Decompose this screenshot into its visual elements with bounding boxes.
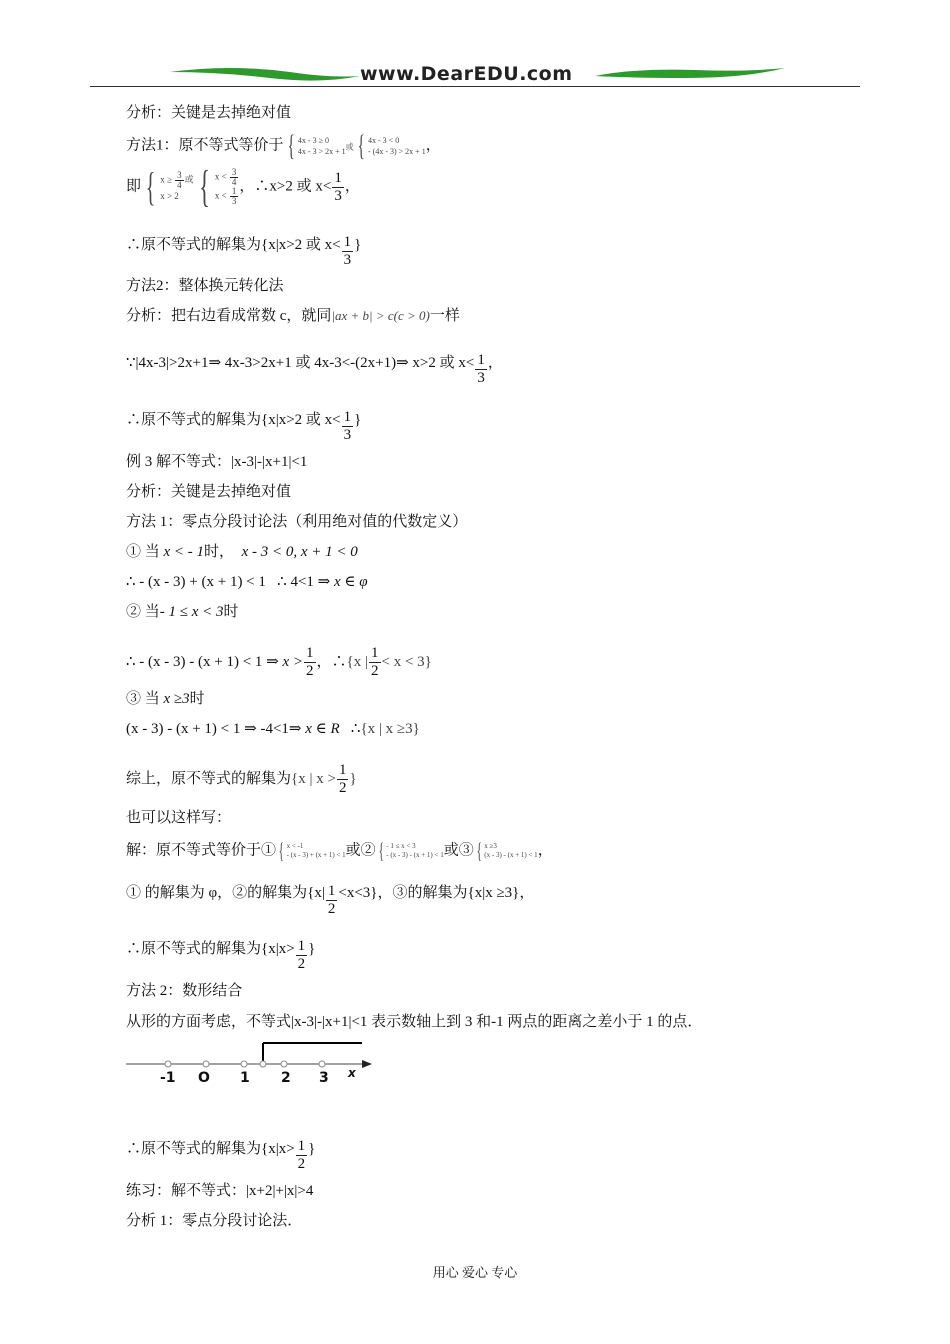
page-header	[90, 60, 860, 90]
geometric-explanation: 从形的方面考虑，不等式|x-3|-|x+1|<1 表示数轴上到 3 和-1 两点的距离之差小于 1 的点．	[126, 1014, 703, 1030]
label-minus1: -1	[160, 1070, 176, 1086]
tick-half	[260, 1061, 266, 1067]
tick-2	[281, 1061, 287, 1067]
exercise-line: 练习：解不等式：|x+2|+|x|>4	[126, 1183, 314, 1199]
case3-line: ③ 当 x ≥3时	[126, 691, 205, 707]
tick-minus1	[165, 1061, 171, 1067]
alt-write-line: 也可以这样写：	[126, 810, 232, 826]
fraction: $\frac{1}{3}$	[334, 169, 342, 204]
solution-set-line-2: ∴原不等式的解集为{x|x>2 或 x< $\frac{1}{3}$ }	[126, 409, 362, 443]
number-line-labels	[126, 1066, 386, 1090]
method1-line: 方法1：原不等式等价于 { 4x - 3 ≥ 0 4x - 3 > 2x + 1 或 { 4x - 3 < 0 - (4x - 3) > 2x + 1 ，	[126, 129, 441, 162]
partial-solutions-line: ① 的解集为 φ，②的解集为{x| $\frac{1}{2}$ <x<3}，③的解集为{x|x ≥3}，	[126, 883, 535, 917]
case2-line: ② 当- 1 ≤ x < 3时	[126, 604, 239, 620]
label-2: 2	[281, 1070, 291, 1086]
label-1: 1	[240, 1070, 250, 1086]
right-swoosh-decoration	[595, 64, 785, 84]
summary-line: 综上，原不等式的解集为{x | x > $\frac{1}{2}$ }	[126, 762, 357, 796]
method1-prefix: 方法1：原不等式等价于	[126, 137, 284, 154]
system-1: { 4x - 3 ≥ 0 4x - 3 > 2x + 1	[287, 129, 346, 162]
method1-title-2: 方法 1：零点分段讨论法（利用绝对值的代数定义）	[126, 514, 468, 530]
left-swoosh-decoration	[170, 64, 360, 84]
site-logo: www.DearEDU.com	[360, 63, 573, 85]
equivalent-line: 即 { x ≥ $\frac{3}{4}$ 或 x > 2 { x < $\frac{3}{4}$ x < $\frac{1}{3}$ ，∴x>2 或 x< $\frac{1}{3}$ ，	[126, 162, 360, 211]
method2-title: 方法2：整体换元转化法	[126, 278, 284, 294]
solution-set-line-4: ∴原不等式的解集为{x|x> $\frac{1}{2}$ }	[126, 1138, 316, 1172]
system-3: { x ≥ $\frac{3}{4}$ 或 x > 2	[145, 164, 194, 209]
alt-solution-line: 解：原不等式等价于① { x < -1 - (x - 3) + (x + 1) < 1 或② { - 1 ≤ x < 3 - (x - 3) - (x + 1) < 1 或③ { x ≥3 (x - 3) - (x + 1) < 1 ，	[126, 838, 553, 863]
system-4: { x < $\frac{3}{4}$ x < $\frac{1}{3}$	[198, 162, 237, 211]
system-2: { 4x - 3 < 0 - (4x - 3) > 2x + 1	[357, 129, 426, 162]
analysis-line-1: 分析：关键是去掉绝对值	[126, 105, 292, 121]
case2-result-line: ∴ - (x - 3) - (x + 1) < 1 ⇒ x > $\frac{1}{2}$ ，∴{x | $\frac{1}{2}$ < x < 3}	[126, 645, 432, 679]
because-line: ∵|4x-3|>2x+1⇒ 4x-3>2x+1 或 4x-3<-(2x+1)⇒ x>2 或 x< $\frac{1}{3}$ ，	[126, 352, 503, 386]
label-3: 3	[319, 1070, 329, 1086]
case1-line: ① 当 x < - 1时， x - 3 < 0, x + 1 < 0	[126, 544, 358, 560]
tick-0	[203, 1061, 209, 1067]
analysis-line-3: 分析：关键是去掉绝对值	[126, 484, 292, 500]
exercise-analysis-line: 分析 1：零点分段讨论法．	[126, 1213, 303, 1229]
solution-set-line-3: ∴原不等式的解集为{x|x> $\frac{1}{2}$ }	[126, 938, 316, 972]
solution-set-line-1: ∴原不等式的解集为{x|x>2 或 x< $\frac{1}{3}$ }	[126, 234, 362, 268]
tick-1	[241, 1061, 247, 1067]
tick-3	[319, 1061, 325, 1067]
label-origin: O	[198, 1070, 210, 1086]
header-rule	[90, 86, 860, 87]
method2-numberline-title: 方法 2：数形结合	[126, 983, 243, 999]
example3-title: 例 3 解不等式：|x-3|-|x+1|<1	[126, 454, 308, 470]
axis-label-x: x	[348, 1066, 356, 1080]
analysis-line-2: 分析：把右边看成常数 c，就同|ax + b| > c(c > 0)一样	[126, 308, 460, 324]
axis-arrow	[362, 1060, 372, 1068]
case1-result-line: ∴ - (x - 3) + (x + 1) < 1 ∴ 4<1 ⇒ x ∈ φ	[126, 574, 368, 590]
case3-result-line: (x - 3) - (x + 1) < 1 ⇒ -4<1⇒ x ∈ R ∴{x | x ≥3}	[126, 721, 420, 737]
page-footer: 用心 爱心 专心	[432, 1265, 518, 1280]
